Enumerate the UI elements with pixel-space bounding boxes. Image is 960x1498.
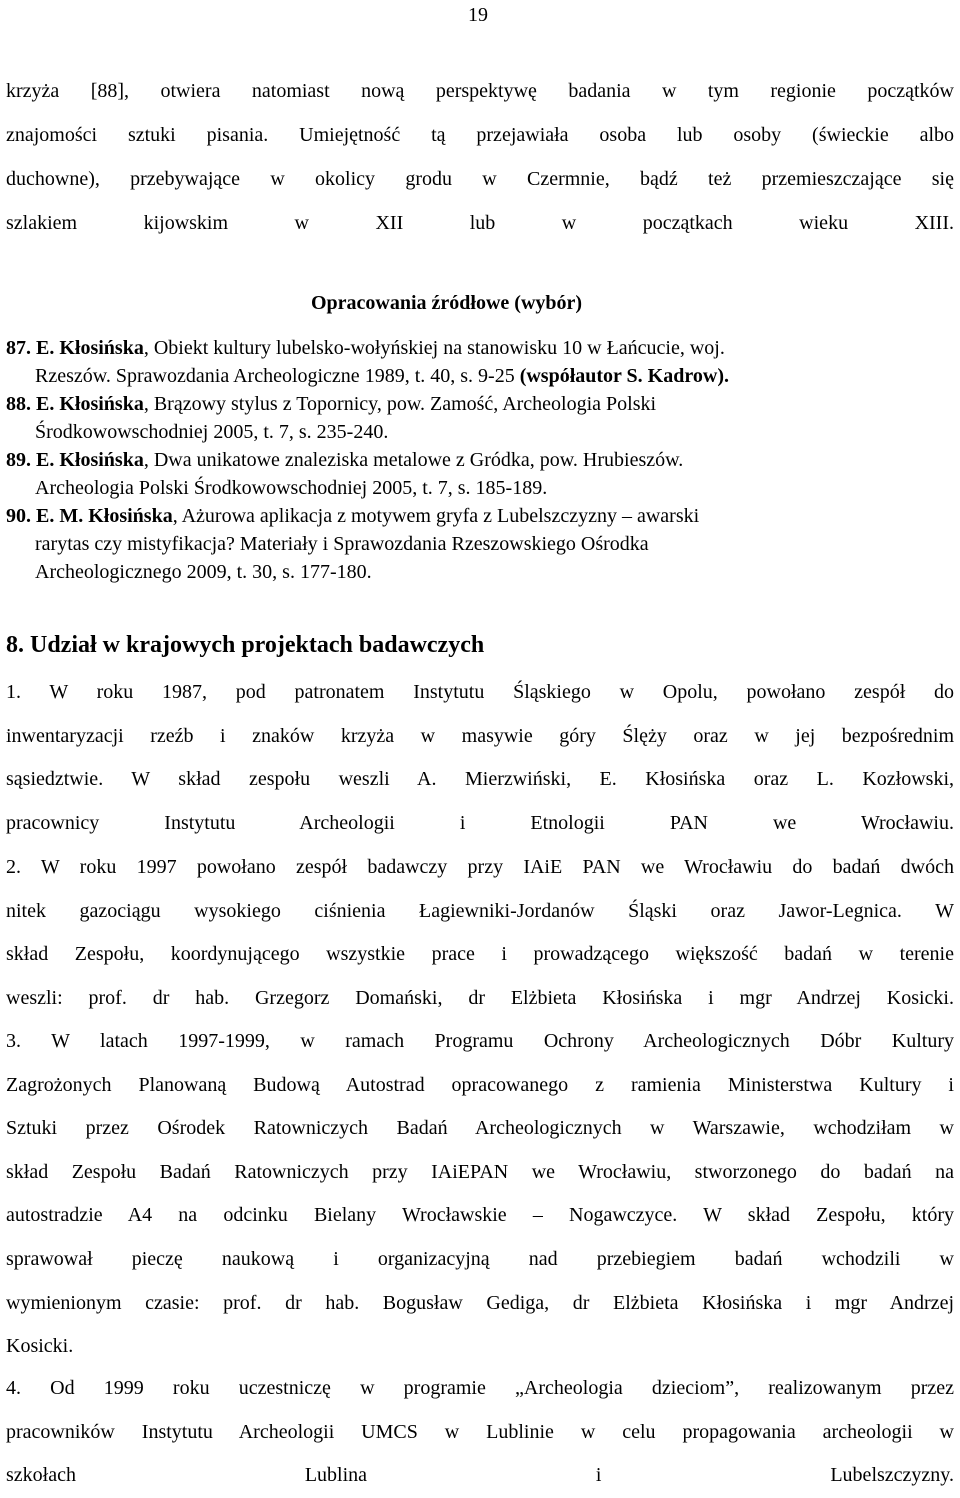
intro-paragraph — [6, 69, 954, 245]
entry-title: , Ażurowa aplikacja z motywem gryfa z Lubelszczyzny – awarski — [172, 505, 700, 527]
project-line: 1. W roku 1987, pod patronatem Instytutu Śląskiego w Opolu, powołano zespół do — [6, 681, 954, 703]
section-heading-8: 8. Udział w krajowych projektach badawczych — [6, 632, 485, 658]
intro-line: krzyża [88], otwiera natomiast nową perspektywę badania w tym regionie początków — [6, 80, 954, 102]
entry-number: 90. — [6, 505, 31, 527]
project-line: 4. Od 1999 roku uczestniczę w programie „Archeologia dzieciom”, realizowanym przez — [6, 1377, 954, 1399]
project-line: pracownicy Instytutu Archeologii i Etnologii PAN we Wrocławiu. — [6, 811, 954, 834]
project-line: skład Zespołu, koordynującego wszystkie prace i prowadzącego większość badań w terenie — [6, 943, 954, 966]
project-line: weszli: prof. dr hab. Grzegorz Domański, dr Elżbieta Kłosińska i mgr Andrzej Kosicki. — [6, 986, 954, 1009]
project-line: Kosicki. — [6, 1335, 74, 1358]
project-line: sąsiedztwie. W skład zespołu weszli A. Mierzwiński, E. Kłosińska oraz L. Kozłowski, — [6, 768, 954, 791]
entry-author: E. M. Kłosińska — [36, 505, 173, 527]
entry-title: , Obiekt kultury lubelsko-wołyńskiej na stanowisku 10 w Łańcucie, woj. — [143, 337, 725, 359]
entry-author: E. Kłosińska — [36, 393, 144, 415]
project-line: 3. W latach 1997-1999, w ramach Programu Ochrony Archeologicznych Dóbr Kultury — [6, 1030, 954, 1052]
bibliography-entry — [6, 446, 936, 502]
entry-source: Archeologia Polski Środkowowschodniej 2005, t. 7, s. 185-189. — [35, 477, 548, 499]
entry-source: rarytas czy mistyfikacja? Materiały i Sprawozdania Rzeszowskiego Ośrodka — [35, 533, 649, 555]
entry-source: Archeologicznego 2009, t. 30, s. 177-180. — [35, 561, 372, 583]
bibliography-entry — [6, 334, 936, 390]
project-line: szkołach Lublina i Lubelszczyzny. — [6, 1464, 954, 1487]
project-line: Zagrożonych Planowaną Budową Autostrad opracowanego z ramienia Ministerstwa Kultury i — [6, 1073, 954, 1096]
page-number: 19 — [468, 4, 488, 26]
project-line: sprawował pieczę naukową i organizacyjną nad przebiegiem badań wchodzili w — [6, 1247, 954, 1270]
project-2 — [6, 846, 954, 1020]
project-line: skład Zespołu Badań Ratowniczych przy IAiEPAN we Wrocławiu, stworzonego do badań na — [6, 1160, 954, 1183]
entry-source: Rzeszów. Sprawozdania Archeologiczne 1989, t. 40, s. 9-25 — [35, 365, 515, 387]
project-line: pracowników Instytutu Archeologii UMCS w Lublinie w celu propagowania archeologii w — [6, 1420, 954, 1443]
bibliography-entry — [6, 502, 936, 586]
entry-number: 88. — [6, 393, 31, 415]
intro-line: duchowne), przebywające w okolicy grodu w Czermnie, bądź też przemieszczające się — [6, 168, 954, 190]
project-line: nitek gazociągu wysokiego ciśnienia Łagiewniki-Jordanów Śląski oraz Jawor-Legnica. W — [6, 899, 954, 922]
entry-source: Środkowowschodniej 2005, t. 7, s. 235-240. — [35, 421, 389, 443]
entry-title: , Dwa unikatowe znaleziska metalowe z Gródka, pow. Hrubieszów. — [143, 449, 684, 471]
project-line: wymienionym czasie: prof. dr hab. Bogusław Gediga, dr Elżbieta Kłosińska i mgr Andrzej — [6, 1291, 954, 1314]
entry-number: 87. — [6, 337, 31, 359]
bibliography-entry — [6, 390, 936, 446]
entry-title: , Brązowy stylus z Topornicy, pow. Zamość, Archeologia Polski — [143, 393, 657, 415]
project-line: inwentaryzacji rzeźb i znaków krzyża w masywie góry Ślęży oraz w jej bezpośrednim — [6, 724, 954, 747]
project-3 — [6, 1020, 954, 1369]
intro-line: szlakiem kijowskim w XII lub w początkach wieku XIII. — [6, 212, 954, 234]
project-4 — [6, 1367, 954, 1498]
project-line: autostradzie A4 na odcinku Bielany Wrocławskie – Nogawczyce. W skład Zespołu, który — [6, 1204, 954, 1227]
entry-author: E. Kłosińska — [36, 449, 144, 471]
project-1 — [6, 671, 954, 845]
entry-coauthor: (współautor S. Kadrow). — [514, 365, 729, 387]
entry-number: 89. — [6, 449, 31, 471]
bibliography-list — [6, 334, 936, 586]
section-title: Opracowania źródłowe (wybór) — [311, 292, 583, 314]
project-line: 2. W roku 1997 powołano zespół badawczy przy IAiE PAN we Wrocławiu do badań dwóch — [6, 856, 954, 878]
entry-author: E. Kłosińska — [36, 337, 144, 359]
intro-line: znajomości sztuki pisania. Umiejętność tą przejawiała osoba lub osoby (świeckie albo — [6, 124, 954, 146]
project-line: Sztuki przez Ośrodek Ratowniczych Badań Archeologicznych w Warszawie, wchodziłam w — [6, 1117, 954, 1140]
